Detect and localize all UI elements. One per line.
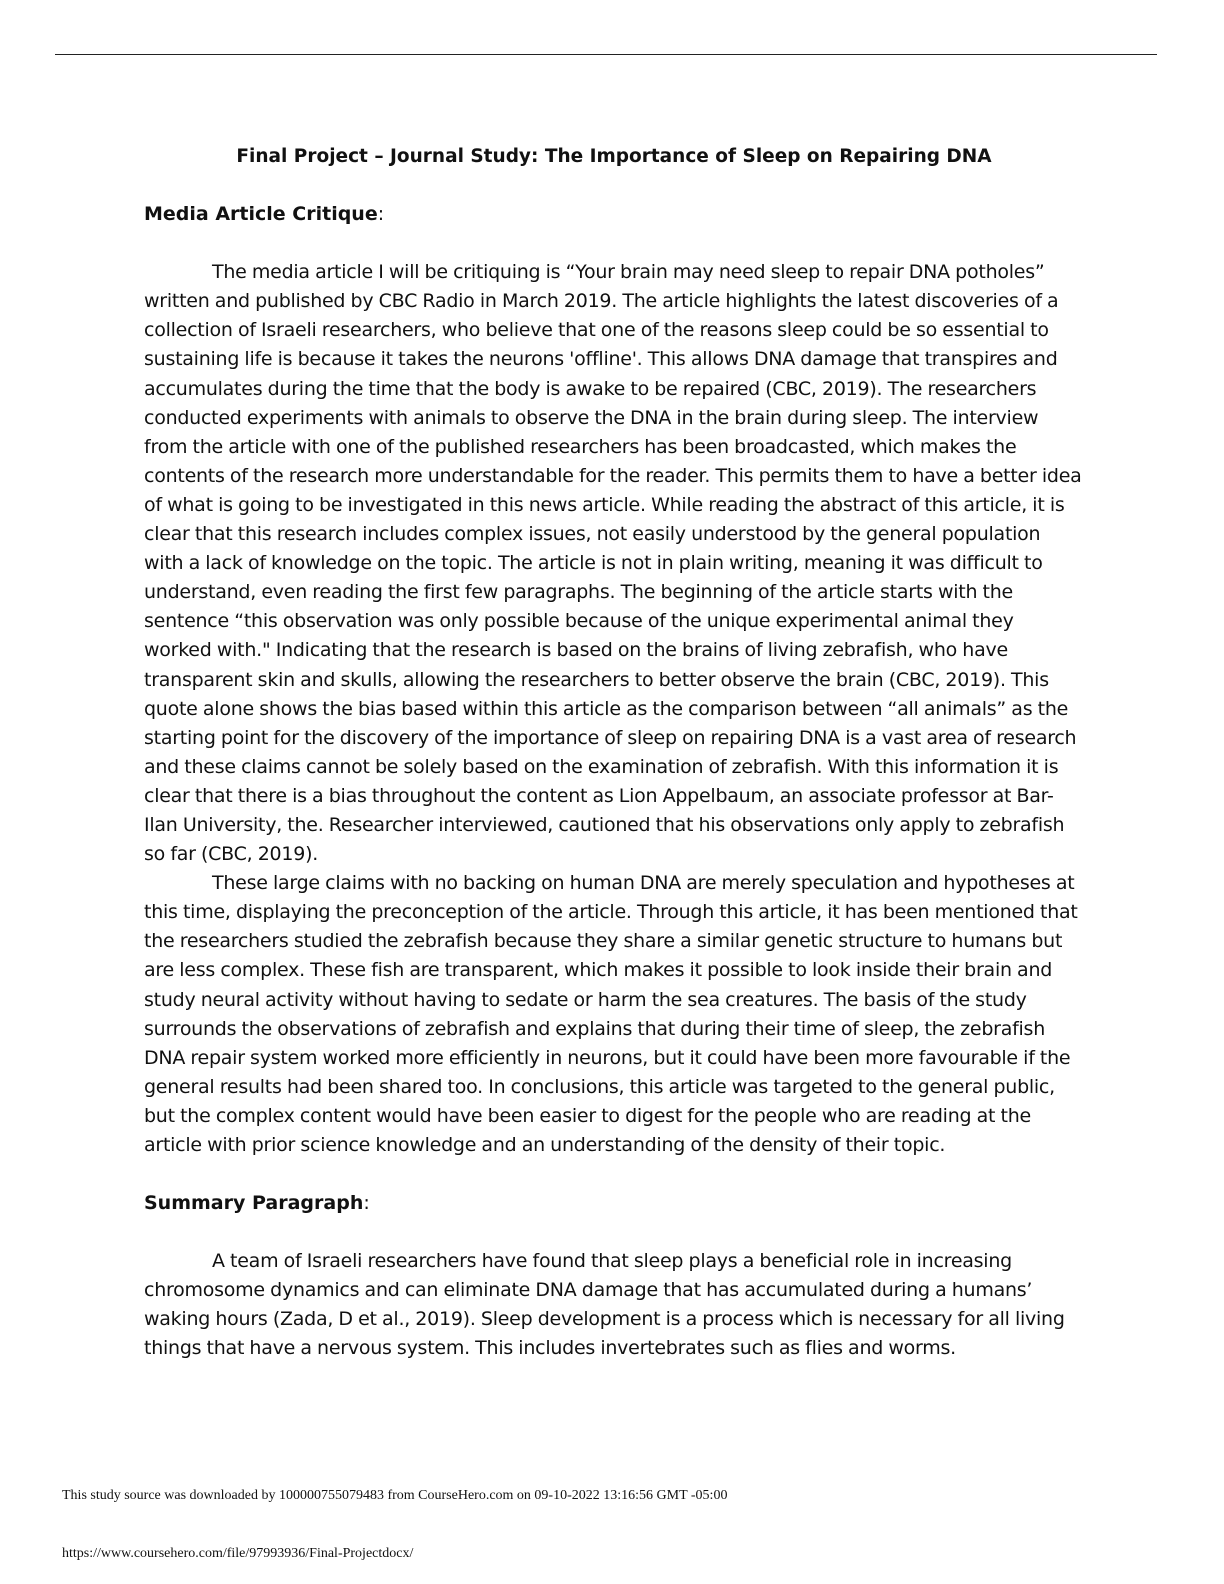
section-heading-summary [144,1189,1084,1218]
critique-paragraph-2: These large claims with no backing on human DNA are merely speculation and hypotheses at this time, displaying the preconception of the article. Through this article, it has been mentioned that the researchers studied the zebrafish because they share a similar genetic structure to humans but are less complex. These fish are transparent, which makes it possible to look inside their brain and study neural activity without having to sedate or harm the sea creatures. The basis of the study surrounds the observations of zebrafish and explains that during their time of sleep, the zebrafish DNA repair system worked more efficiently in neurons, but it could have been more favourable if the general results had been shared too. In conclusions, this article was targeted to the general public, but the complex content would have been easier to digest for the people who are reading at the article with prior science knowledge and an understanding of the density of their topic. [144,872,1078,1156]
summary-paragraph-1: A team of Israeli researchers have found that sleep plays a beneficial role in increasing chromosome dynamics and can eliminate DNA damage that has accumulated during a humans’ waking hours (Zada, D et al., 2019). Sleep development is a process which is necessary for all living things that have a nervous system. This includes invertebrates such as flies and worms. [144,1250,1065,1360]
section-heading-critique [144,200,1084,229]
document-body [144,142,1084,1364]
section-heading-summary-colon: : [363,1192,370,1215]
header-rule [55,54,1157,55]
section-heading-critique-text: Media Article Critique [144,203,378,226]
footer-url[interactable]: https://www.coursehero.com/file/97993936/Final-Projectdocx/ [62,1546,414,1561]
critique-paragraph-1: The media article I will be critiquing is “Your brain may need sleep to repair DNA potholes” written and published by CBC Radio in March 2019. The article highlights the latest discoveries of a collection of Israeli researchers, who believe that one of the reasons sleep could be so essential to sustaining life is because it takes the neurons 'offline'. This allows DNA damage that transpires and accumulates during the time that the body is awake to be repaired (CBC, 2019). The researchers conducted experiments with animals to observe the DNA in the brain during sleep. The interview from the article with one of the published researchers has been broadcasted, which makes the contents of the research more understandable for the reader. This permits them to have a better idea of what is going to be investigated in this news article. While reading the abstract of this article, it is clear that this research includes complex issues, not easily understood by the general population with a lack of knowledge on the topic. The article is not in plain writing, meaning it was difficult to understand, even reading the first few paragraphs. The beginning of the article starts with the sentence “this observation was only possible because of the unique experimental animal they worked with." Indicating that the research is based on the brains of living zebrafish, who have transparent skin and skulls, allowing the researchers to better observe the brain (CBC, 2019). This quote alone shows the bias based within this article as the comparison between “all animals” as the starting point for the discovery of the importance of sleep on repairing DNA is a vast area of research and these claims cannot be solely based on the examination of zebrafish. With this information it is clear that there is a bias throughout the content as Lion Appelbaum, an associate professor at Bar-Ilan University, the. Researcher interviewed, cautioned that his observations only apply to zebrafish so far (CBC, 2019). [144,261,1082,866]
section-spacer [144,1160,1084,1189]
section-heading-summary-text: Summary Paragraph [144,1192,364,1215]
section-heading-critique-colon: : [377,203,385,226]
footer-source-line: This study source was downloaded by 100000755079483 from CourseHero.com on 09-10-2022 13:16:56 GMT -05:00 [62,1488,728,1503]
document-title: Final Project – Journal Study: The Importance of Sleep on Repairing DNA [236,146,992,167]
